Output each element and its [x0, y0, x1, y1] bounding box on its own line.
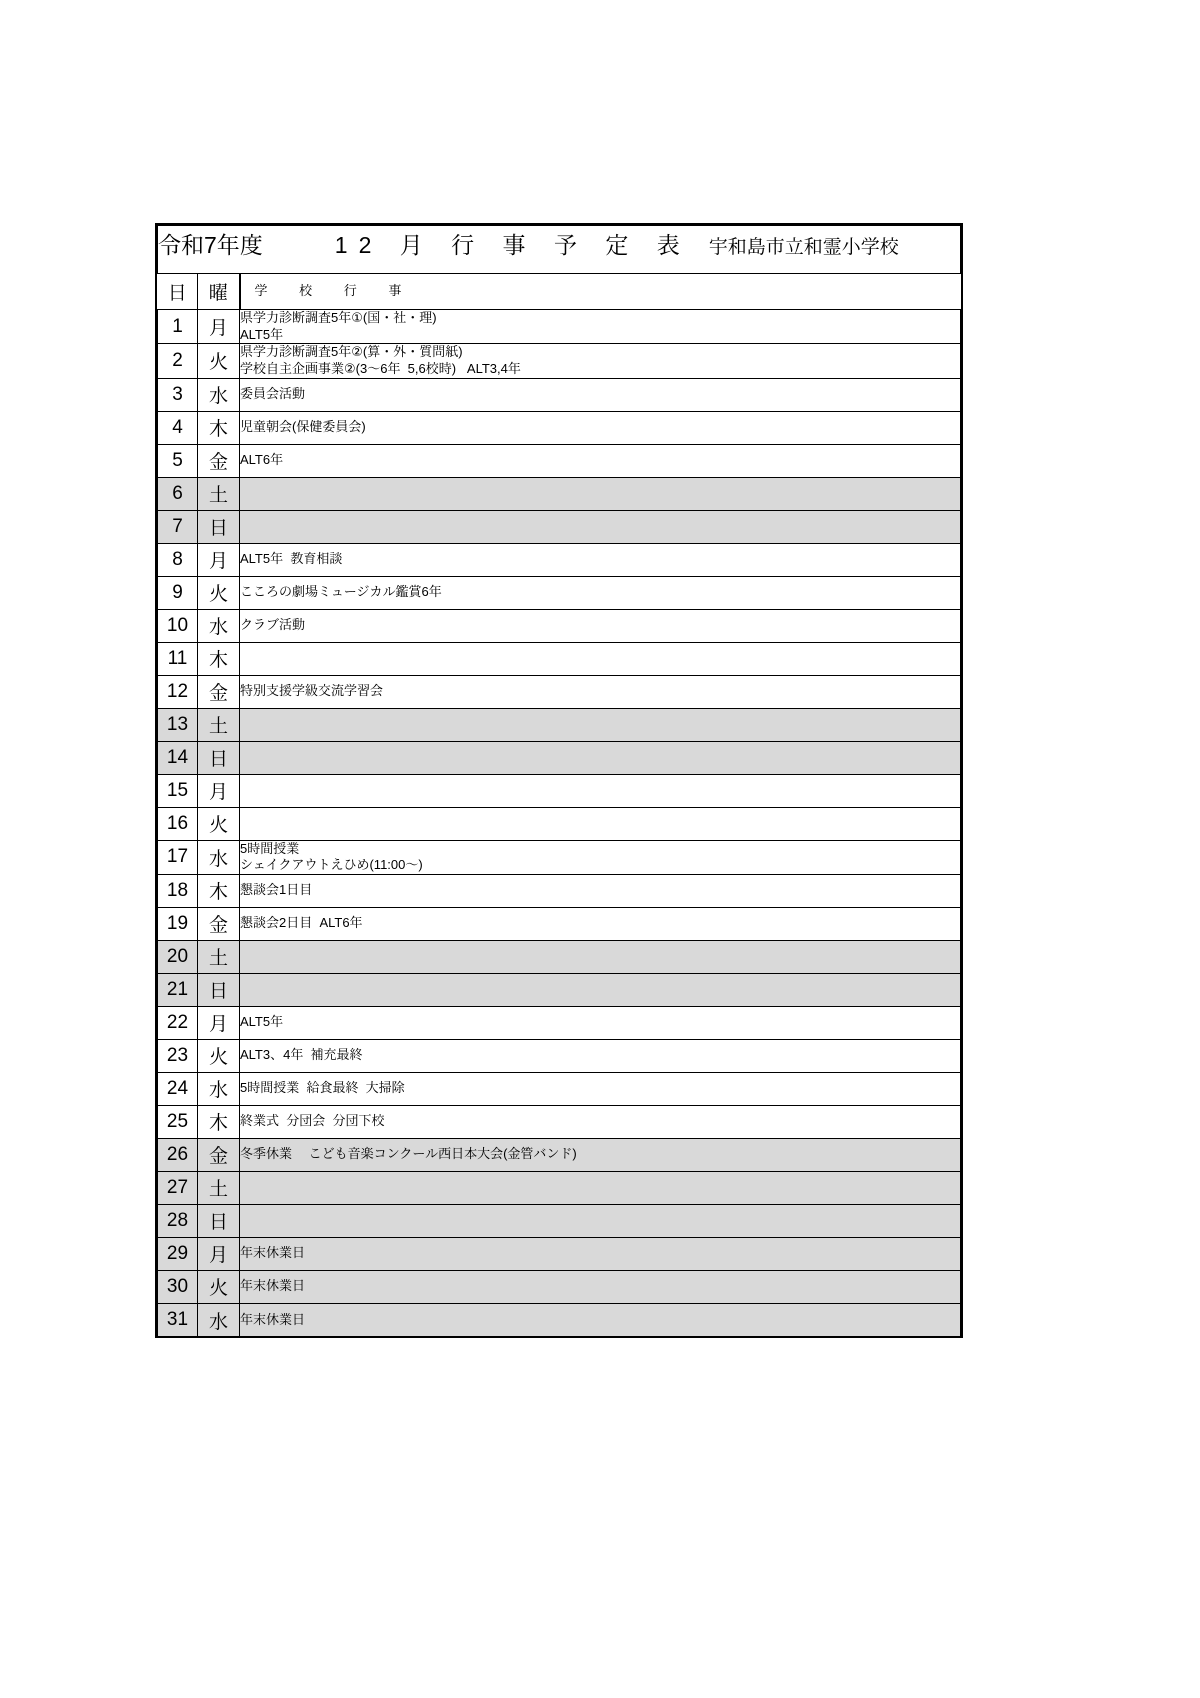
cell-events [240, 807, 961, 840]
cell-events [240, 1171, 961, 1204]
table-row [158, 675, 961, 708]
cell-events [240, 378, 961, 411]
cell-weekday: 火 [198, 344, 240, 378]
cell-day: 7 [158, 510, 198, 543]
event-text: 5時間授業 給食最終 大掃除 [240, 1080, 405, 1096]
cell-weekday: 水 [198, 378, 240, 411]
cell-events [240, 510, 961, 543]
cell-events [240, 940, 961, 973]
schedule-sheet [155, 223, 963, 1338]
cell-weekday: 月 [198, 1006, 240, 1039]
table-row [158, 807, 961, 840]
cell-events [240, 973, 961, 1006]
column-header-row [158, 274, 961, 310]
table-row [158, 378, 961, 411]
cell-events [240, 344, 961, 378]
cell-day: 3 [158, 378, 198, 411]
cell-events [240, 1303, 961, 1336]
cell-events [240, 741, 961, 774]
cell-day: 15 [158, 774, 198, 807]
cell-day: 12 [158, 675, 198, 708]
cell-day: 20 [158, 940, 198, 973]
event-text: クラブ活動 [240, 617, 306, 633]
cell-day: 8 [158, 543, 198, 576]
table-row [158, 411, 961, 444]
table-row [158, 477, 961, 510]
cell-weekday: 木 [198, 874, 240, 907]
table-row [158, 708, 961, 741]
cell-events [240, 310, 961, 344]
cell-weekday: 水 [198, 1072, 240, 1105]
cell-day: 24 [158, 1072, 198, 1105]
title-row [158, 226, 961, 274]
cell-weekday: 日 [198, 973, 240, 1006]
cell-day: 22 [158, 1006, 198, 1039]
cell-day: 25 [158, 1105, 198, 1138]
table-row [158, 1039, 961, 1072]
cell-weekday: 火 [198, 807, 240, 840]
cell-weekday: 木 [198, 1105, 240, 1138]
cell-events [240, 609, 961, 642]
table-row [158, 543, 961, 576]
event-text: ALT5年 [240, 1014, 284, 1030]
cell-events [240, 840, 961, 874]
table-row [158, 344, 961, 378]
event-text: 冬季休業 こども音楽コンクール西日本大会(金管バンド) [240, 1146, 577, 1162]
cell-events [240, 411, 961, 444]
cell-day: 23 [158, 1039, 198, 1072]
cell-day: 6 [158, 477, 198, 510]
event-text: 懇談会2日目 ALT6年 [240, 915, 363, 931]
table-row [158, 1105, 961, 1138]
cell-events [240, 907, 961, 940]
table-row [158, 940, 961, 973]
table-row [158, 907, 961, 940]
event-text: 年末休業日 [240, 1278, 306, 1294]
title-era: 令和7年度 [158, 231, 263, 258]
event-text: ALT3、4年 補充最終 [240, 1047, 363, 1063]
cell-day: 1 [158, 310, 198, 344]
page-title: 12 月 行 事 予 定 表 [334, 231, 691, 258]
event-text: 県学力診断調査5年①(国・社・理) [240, 310, 437, 325]
cell-events [240, 1105, 961, 1138]
cell-day: 30 [158, 1270, 198, 1303]
cell-weekday: 金 [198, 675, 240, 708]
event-text: シェイクアウトえひめ(11:00〜) [240, 857, 423, 873]
table-row [158, 1006, 961, 1039]
cell-weekday: 金 [198, 1138, 240, 1171]
cell-weekday: 月 [198, 543, 240, 576]
header-events: 学 校 行 事 [240, 274, 961, 310]
cell-weekday: 火 [198, 1270, 240, 1303]
cell-day: 28 [158, 1204, 198, 1237]
event-text: 年末休業日 [240, 1245, 306, 1261]
table-row [158, 1303, 961, 1336]
cell-day: 14 [158, 741, 198, 774]
table-row [158, 1072, 961, 1105]
cell-weekday: 金 [198, 444, 240, 477]
cell-events [240, 874, 961, 907]
cell-events [240, 477, 961, 510]
cell-events [240, 774, 961, 807]
cell-weekday: 月 [198, 310, 240, 344]
cell-day: 16 [158, 807, 198, 840]
title-cell [158, 226, 961, 274]
event-text: 終業式 分団会 分団下校 [240, 1113, 385, 1129]
cell-events [240, 1039, 961, 1072]
cell-weekday: 水 [198, 1303, 240, 1336]
cell-events [240, 1204, 961, 1237]
cell-day: 9 [158, 576, 198, 609]
table-row [158, 973, 961, 1006]
table-row [158, 774, 961, 807]
cell-weekday: 日 [198, 1204, 240, 1237]
header-weekday: 曜 [198, 274, 240, 310]
cell-events [240, 1072, 961, 1105]
cell-day: 10 [158, 609, 198, 642]
cell-day: 31 [158, 1303, 198, 1336]
event-text: ALT6年 [240, 452, 284, 468]
cell-weekday: 土 [198, 708, 240, 741]
cell-day: 17 [158, 840, 198, 874]
event-text: 委員会活動 [240, 386, 306, 402]
event-text: 特別支援学級交流学習会 [240, 683, 384, 699]
cell-weekday: 水 [198, 609, 240, 642]
cell-events [240, 1237, 961, 1270]
table-row [158, 642, 961, 675]
table-row [158, 310, 961, 344]
table-row [158, 1237, 961, 1270]
event-text: 懇談会1日目 [240, 882, 313, 898]
cell-day: 4 [158, 411, 198, 444]
table-row [158, 576, 961, 609]
cell-weekday: 日 [198, 741, 240, 774]
cell-weekday: 金 [198, 907, 240, 940]
cell-day: 27 [158, 1171, 198, 1204]
table-row [158, 741, 961, 774]
event-text: 5時間授業 [240, 840, 300, 856]
event-text: 児童朝会(保健委員会) [240, 419, 366, 435]
cell-weekday: 月 [198, 1237, 240, 1270]
cell-weekday: 火 [198, 1039, 240, 1072]
cell-day: 21 [158, 973, 198, 1006]
cell-events [240, 675, 961, 708]
table-row [158, 444, 961, 477]
header-day: 日 [158, 274, 198, 310]
cell-events [240, 1138, 961, 1171]
cell-weekday: 木 [198, 411, 240, 444]
school-name: 宇和島市立和霊小学校 [708, 236, 899, 258]
table-row [158, 609, 961, 642]
table-row [158, 1204, 961, 1237]
cell-day: 2 [158, 344, 198, 378]
table-row [158, 840, 961, 874]
cell-day: 13 [158, 708, 198, 741]
cell-events [240, 708, 961, 741]
cell-events [240, 543, 961, 576]
cell-day: 18 [158, 874, 198, 907]
cell-weekday: 木 [198, 642, 240, 675]
cell-day: 11 [158, 642, 198, 675]
table-row [158, 510, 961, 543]
event-text: 学校自主企画事業②(3〜6年 5,6校時) ALT3,4年 [240, 360, 521, 376]
table-row [158, 1171, 961, 1204]
cell-weekday: 土 [198, 940, 240, 973]
cell-weekday: 水 [198, 840, 240, 874]
cell-day: 19 [158, 907, 198, 940]
event-text: 年末休業日 [240, 1311, 306, 1327]
cell-events [240, 1270, 961, 1303]
cell-weekday: 月 [198, 774, 240, 807]
cell-events [240, 576, 961, 609]
cell-day: 29 [158, 1237, 198, 1270]
event-text: ALT5年 教育相談 [240, 551, 343, 567]
event-text: こころの劇場ミュージカル鑑賞6年 [240, 584, 442, 600]
cell-weekday: 土 [198, 1171, 240, 1204]
table-row [158, 1138, 961, 1171]
table-row [158, 874, 961, 907]
cell-weekday: 火 [198, 576, 240, 609]
cell-weekday: 土 [198, 477, 240, 510]
cell-day: 5 [158, 444, 198, 477]
event-text: 県学力診断調査5年②(算・外・質問紙) [240, 344, 463, 360]
cell-events [240, 444, 961, 477]
cell-events [240, 642, 961, 675]
event-text: ALT5年 [240, 326, 284, 342]
cell-events [240, 1006, 961, 1039]
table-row [158, 1270, 961, 1303]
cell-day: 26 [158, 1138, 198, 1171]
monthly-schedule-table [157, 225, 961, 1336]
cell-weekday: 日 [198, 510, 240, 543]
